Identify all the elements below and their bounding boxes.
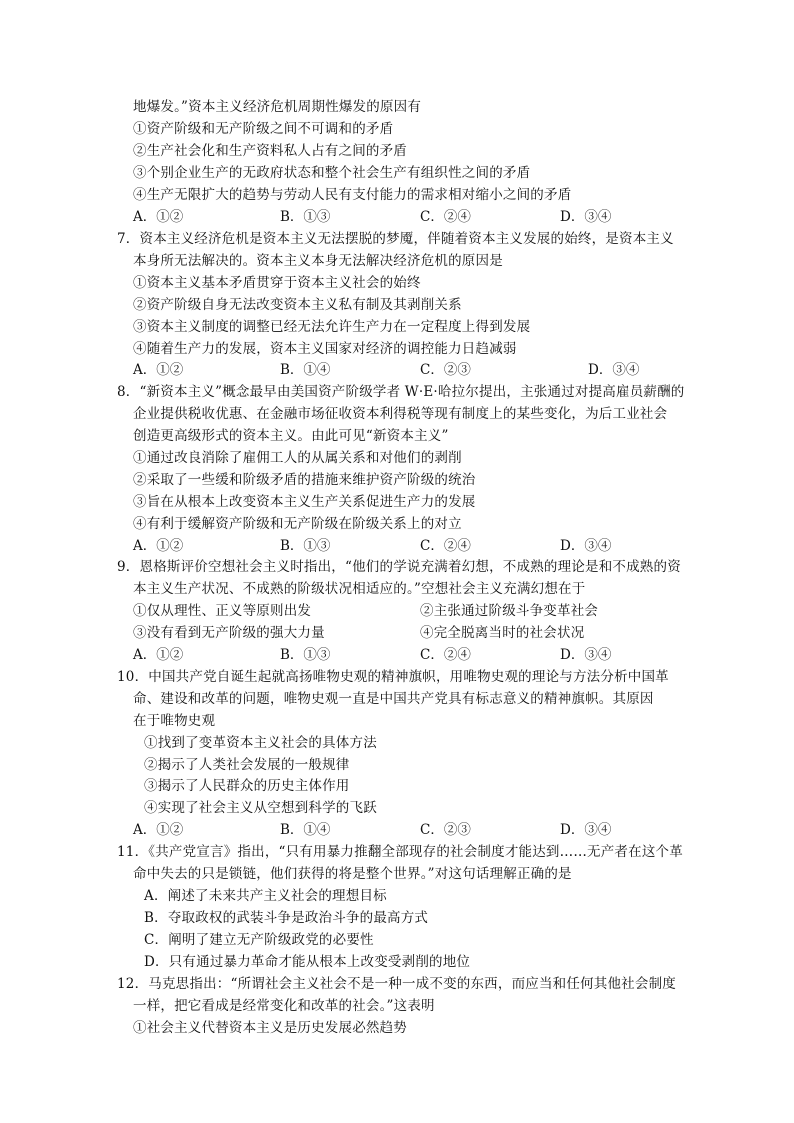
q8-option-d: D．③④	[560, 538, 612, 554]
q8-option-c: C．②④	[420, 538, 471, 554]
q10-option-d: D．③④	[560, 822, 612, 838]
q8-item-1: ①通过改良消除了雇佣工人的从属关系和对他们的剥削	[133, 450, 462, 466]
q9-option-d: D．③④	[560, 647, 612, 663]
q10-item-4: ④实现了社会主义从空想到科学的飞跃	[144, 800, 377, 816]
q8-option-b: B．①③	[280, 538, 331, 554]
q7-option-a: A．①②	[133, 362, 184, 378]
q7-option-b: B．①④	[280, 362, 331, 378]
q7-item-3: ③资本主义制度的调整已经无法允许生产力在一定程度上得到发展	[133, 319, 531, 335]
q10-option-b: B．①④	[280, 822, 331, 838]
q8-stem-2: 企业提供税收优惠、在金融市场征收资本利得税等现有制度上的某些变化，为后工业社会	[133, 406, 668, 422]
q9-item-1: ①仅从理性、正义等原则出发	[133, 603, 312, 619]
q9-stem-2: 本主义生产状况、不成熟的阶级状况相适应的。”空想社会主义充满幻想在于	[133, 581, 586, 597]
q6-item-3: ③个别企业生产的无政府状态和整个社会生产有组织性之间的矛盾	[133, 165, 531, 181]
q8-stem-3: 创造更高级形式的资本主义。由此可见“新资本主义”	[133, 428, 449, 444]
q10-item-1: ①找到了变革资本主义社会的具体方法	[144, 735, 377, 751]
q11-choice-c: C．阐明了建立无产阶级政党的必要性	[144, 932, 374, 948]
q7-item-1: ①资本主义基本矛盾贯穿于资本主义社会的始终	[133, 275, 421, 291]
q11-choice-d: D．只有通过暴力革命才能从根本上改变受剥削的地位	[144, 954, 471, 970]
q8-item-3: ③旨在从根本上改变资本主义生产关系促进生产力的发展	[133, 494, 476, 510]
q12-stem-2: 一样，把它看成是经常变化和改革的社会。”这表明	[133, 998, 435, 1014]
q7-stem-2: 本身所无法解决的。资本主义本身无法解决经济危机的原因是	[133, 253, 503, 269]
q9-item-3: ③没有看到无产阶级的强大力量	[133, 625, 325, 641]
q6-option-b: B．①③	[280, 209, 331, 225]
q6-option-a: A．①②	[133, 209, 184, 225]
q9-option-c: C．②④	[420, 647, 471, 663]
q10-stem-1: 10．中国共产党自诞生起就高扬唯物史观的精神旗帜，用唯物史观的理论与方法分析中国革	[117, 669, 669, 685]
q10-item-3: ③揭示了人民群众的历史主体作用	[144, 778, 350, 794]
q9-option-a: A．①②	[133, 647, 184, 663]
q7-stem-1: 7．资本主义经济危机是资本主义无法摆脱的梦魇，伴随着资本主义发展的始终，是资本主义	[117, 231, 674, 247]
q6-item-2: ②生产社会化和生产资料私人占有之间的矛盾	[133, 143, 407, 159]
q10-stem-2: 命、建设和改革的问题，唯物史观一直是中国共产党具有标志意义的精神旗帜。其原因	[133, 691, 654, 707]
q10-item-2: ②揭示了人类社会发展的一般规律	[144, 757, 350, 773]
q12-item-1: ①社会主义代替资本主义是历史发展必然趋势	[133, 1020, 407, 1036]
q9-item-2: ②主张通过阶级斗争变革社会	[420, 603, 599, 619]
q6-item-1: ①资产阶级和无产阶级之间不可调和的矛盾	[133, 121, 394, 137]
q8-stem-1: 8．“新资本主义”概念最早由美国资产阶级学者 W·E·哈拉尔提出，主张通过对提高雇员薪酬的	[117, 384, 685, 400]
q7-item-4: ④随着生产力的发展，资本主义国家对经济的调控能力日趋减弱	[133, 341, 517, 357]
q8-option-a: A．①②	[133, 538, 184, 554]
q7-item-2: ②资产阶级自身无法改变资本主义私有制及其剥削关系	[133, 297, 462, 313]
q11-stem-1: 11．《共产党宣言》指出，“只有用暴力推翻全部现存的社会制度才能达到……无产者在这个革	[117, 844, 683, 860]
q12-stem-1: 12．马克思指出：“所谓社会主义社会不是一种一成不变的东西，而应当和任何其他社会制度	[117, 976, 676, 992]
q6-option-c: C．②④	[420, 209, 471, 225]
q11-stem-2: 命中失去的只是锁链，他们获得的将是整个世界。”对这句话理解正确的是	[133, 866, 572, 882]
q10-option-a: A．①②	[133, 822, 184, 838]
q6-option-d: D．③④	[560, 209, 612, 225]
q9-stem-1: 9．恩格斯评价空想社会主义时指出，“他们的学说充满着幻想，不成熟的理论是和不成熟的资	[117, 559, 681, 575]
q9-option-b: B．①③	[280, 647, 331, 663]
q9-item-4: ④完全脱离当时的社会状况	[420, 625, 585, 641]
q8-item-2: ②采取了一些缓和阶级矛盾的措施来维护资产阶级的统治	[133, 472, 476, 488]
q10-option-c: C．②③	[420, 822, 471, 838]
q8-item-4: ④有利于缓解资产阶级和无产阶级在阶级关系上的对立	[133, 516, 462, 532]
q6-stem: 地爆发。”资本主义经济危机周期性爆发的原因有	[133, 99, 422, 115]
q11-choice-a: A．阐述了未来共产主义社会的理想目标	[144, 888, 387, 904]
q11-choice-b: B．夺取政权的武装斗争是政治斗争的最高方式	[144, 910, 429, 926]
q7-option-c: C．②③	[420, 362, 471, 378]
q6-item-4: ④生产无限扩大的趋势与劳动人民有支付能力的需求相对缩小之间的矛盾	[133, 187, 572, 203]
q10-stem-3: 在于唯物史观	[133, 713, 216, 729]
q7-option-d: D．③④	[588, 362, 640, 378]
